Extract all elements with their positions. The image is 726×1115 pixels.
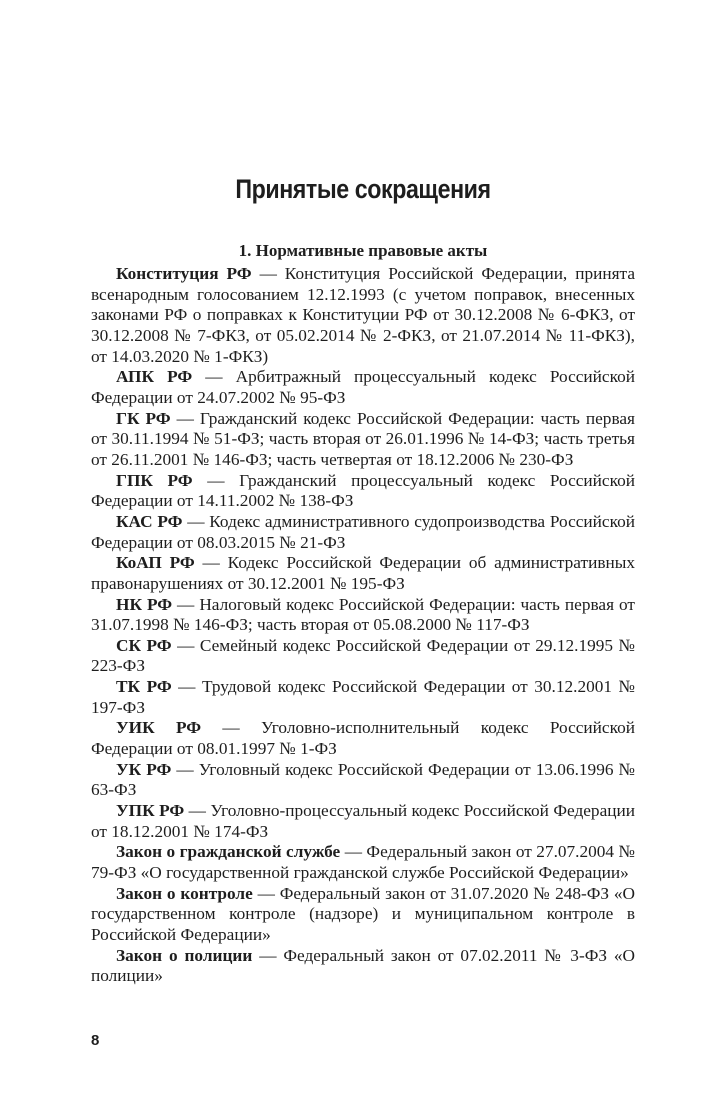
entry-control-law (91, 884, 635, 946)
entry-upk (91, 801, 635, 842)
entry-text: — Кодекс Российской Федерации об административных правонарушениях от 30.12.2001 № 195-ФЗ (91, 553, 635, 593)
entry-term: УК РФ (116, 759, 172, 779)
entry-text: — Трудовой кодекс Российской Федерации от 30.12.2001 № 197-ФЗ (91, 677, 635, 717)
entry-police-law (91, 946, 635, 987)
entry-tk (91, 677, 635, 718)
entry-text: — Гражданский процессуальный кодекс Российской Федерации от 14.11.2002 № 138-ФЗ (91, 470, 635, 511)
entry-apk (91, 367, 635, 408)
entry-term: КАС РФ (116, 511, 183, 531)
entry-nk (91, 595, 635, 636)
entry-uk (91, 760, 635, 801)
entry-text: — Гражданский кодекс Российской Федерации: часть первая от 30.11.1994 № 51-ФЗ; часть вторая от 26.01.1996 № 14-ФЗ; часть третья от 26.11.2001 № 146-ФЗ; часть четвертая от 18.12.2006 № 230-ФЗ (91, 408, 635, 469)
entry-text: — Конституция Российской Федерации, принята всенародным голосованием 12.12.1993 (с учетом поправок, внесенных законами РФ о поправках к Конституции РФ от 30.12.2008 № 6-ФКЗ, от 30.12.2008 № 7-ФКЗ, от 05.02.2014 № 2-ФКЗ, от 21.07.2014 № 11-ФКЗ), от 14.03.2020 № 1-ФКЗ) (91, 264, 635, 366)
entry-koap (91, 553, 635, 594)
entry-uik (91, 718, 635, 759)
entry-text: — Кодекс административного судопроизводства Российской Федерации от 08.03.2015 № 21-ФЗ (91, 511, 635, 552)
page-number: 8 (91, 1032, 100, 1049)
entry-kas (91, 512, 635, 553)
entry-term: Закон о полиции (116, 945, 253, 965)
abbreviations-list (91, 264, 635, 987)
entry-term: Конституция РФ (116, 264, 252, 283)
entry-gpk (91, 471, 635, 512)
entry-term: АПК РФ (116, 367, 193, 387)
entry-term: УПК РФ (116, 801, 185, 821)
entry-term: Закон о контроле (116, 883, 253, 903)
entry-term: НК РФ (116, 594, 173, 614)
entry-constitution (91, 264, 635, 367)
entry-text: — Арбитражный процессуальный кодекс Российской Федерации от 24.07.2002 № 95-ФЗ (91, 367, 635, 407)
entry-text: — Уголовно-исполнительный кодекс Российской Федерации от 08.01.1997 № 1-ФЗ (91, 718, 635, 759)
entry-text: — Федеральный закон от 31.07.2020 № 248-ФЗ «О государственном контроле (надзоре) и муниципальном контроле в Российской Федерации» (91, 883, 635, 944)
entry-civil-service-law (91, 842, 635, 883)
entry-term: Закон о гражданской службе (116, 842, 341, 862)
entry-text: — Уголовно-процессуальный кодекс Российской Федерации от 18.12.2001 № 174-ФЗ (91, 801, 635, 841)
entry-gk (91, 409, 635, 471)
entry-term: УИК РФ (116, 718, 202, 738)
entry-term: ТК РФ (116, 677, 172, 697)
entry-term: ГПК РФ (116, 470, 193, 490)
entry-text: — Федеральный закон от 27.07.2004 № 79-ФЗ «О государственной гражданской службе Российской Федерации» (91, 842, 635, 883)
entry-term: КоАП РФ (116, 553, 195, 573)
entry-term: СК РФ (116, 635, 172, 655)
entry-sk (91, 636, 635, 677)
page-title: Принятые сокращения (235, 174, 491, 204)
entry-term: ГК РФ (116, 408, 171, 428)
entry-text: — Семейный кодекс Российской Федерации от 29.12.1995 № 223-ФЗ (91, 635, 635, 676)
entry-text: — Федеральный закон от 07.02.2011 № 3-ФЗ «О полиции» (91, 945, 635, 986)
entry-text: — Налоговый кодекс Российской Федерации: часть первая от 31.07.1998 № 146-ФЗ; часть вторая от 05.08.2000 № 117-ФЗ (91, 594, 635, 635)
section-heading: 1. Нормативные правовые акты (238, 241, 488, 260)
entry-text: — Уголовный кодекс Российской Федерации от 13.06.1996 № 63-ФЗ (91, 759, 635, 800)
